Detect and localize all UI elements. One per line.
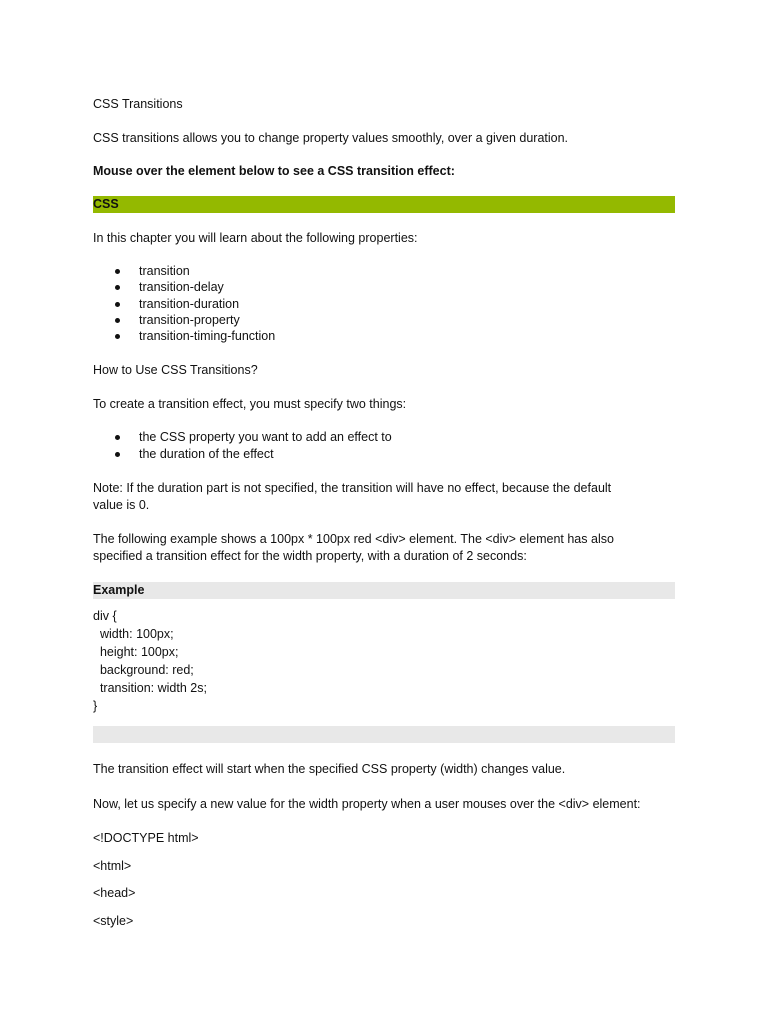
css-demo-bar[interactable] — [93, 196, 675, 213]
learn-intro: In this chapter you will learn about the following properties: — [93, 230, 418, 245]
list-item: transition-property — [93, 312, 675, 328]
list-item: transition-timing-function — [93, 328, 675, 344]
note-line-1: Note: If the duration part is not specified, the transition will have no effect, because the default — [93, 481, 612, 496]
code-line: width: 100px; — [93, 627, 174, 642]
code-line: transition: width 2s; — [93, 681, 207, 696]
example-desc-line-2: specified a transition effect for the width property, with a duration of 2 seconds: — [93, 548, 527, 563]
doc-title: CSS Transitions — [93, 97, 183, 111]
document-content — [93, 96, 675, 929]
bullet-icon — [115, 435, 120, 440]
intro-paragraph: CSS transitions allows you to change property values smoothly, over a given duration. — [93, 130, 569, 145]
html-line: <style> — [93, 913, 134, 928]
list-item: transition-delay — [93, 279, 675, 295]
html-line: <!DOCTYPE html> — [93, 831, 199, 846]
properties-list — [93, 263, 675, 344]
bullet-icon — [115, 285, 120, 290]
code-line: div { — [93, 609, 117, 624]
bullet-icon — [115, 269, 120, 274]
html-line: <html> — [93, 858, 132, 873]
code-line: } — [93, 699, 98, 714]
example-header-bar — [93, 582, 675, 599]
list-item: transition — [93, 263, 675, 279]
example-desc-line-1: The following example shows a 100px * 100px red <div> element. The <div> element has also — [93, 532, 614, 547]
list-item: transition-duration — [93, 296, 675, 312]
bullet-icon — [115, 334, 120, 339]
requirements-list — [93, 429, 675, 462]
list-item: the duration of the effect — [93, 446, 675, 462]
create-intro: To create a transition effect, you must specify two things: — [93, 396, 407, 411]
code-footer-bar — [93, 726, 675, 743]
css-demo-bar-label: CSS — [93, 196, 119, 211]
code-line: background: red; — [93, 663, 194, 678]
note-line-2: value is 0. — [93, 497, 150, 512]
bullet-icon — [115, 318, 120, 323]
html-line: <head> — [93, 886, 136, 901]
code-example — [93, 607, 675, 715]
mouse-over-instruction: Mouse over the element below to see a CSS transition effect: — [93, 164, 455, 178]
list-item: the CSS property you want to add an effect to — [93, 429, 675, 445]
example-label: Example — [93, 583, 145, 598]
bullet-icon — [115, 452, 120, 457]
code-line: height: 100px; — [93, 645, 179, 660]
now-specify-text: Now, let us specify a new value for the width property when a user mouses over the <div> element: — [93, 796, 641, 811]
bullet-icon — [115, 302, 120, 307]
transition-start-text: The transition effect will start when the specified CSS property (width) changes value. — [93, 762, 566, 777]
how-to-heading: How to Use CSS Transitions? — [93, 363, 258, 378]
